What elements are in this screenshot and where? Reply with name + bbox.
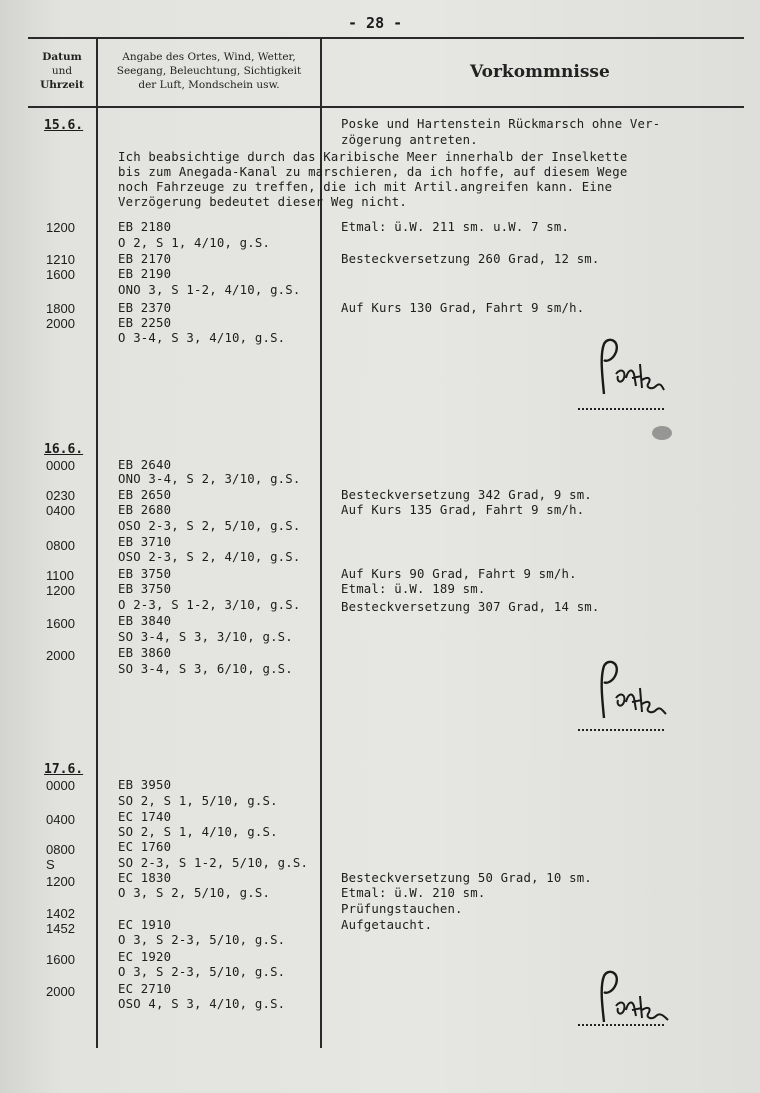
time-cell: 1210 xyxy=(46,252,75,267)
date-15-6: 15.6. xyxy=(44,118,84,133)
position-cell: EB 2680 xyxy=(118,503,172,517)
column-divider-1 xyxy=(96,38,98,1048)
time-cell: 2000 xyxy=(46,316,75,331)
weather-cell: OSO 2-3, S 2, 5/10, g.S. xyxy=(118,519,301,533)
weather-cell: SO 2, S 1, 4/10, g.S. xyxy=(118,825,278,839)
entry-note: bis zum Anegada-Kanal zu marschieren, da ich hoffe, auf diesem Wege xyxy=(118,165,628,179)
weather-cell: SO 3-4, S 3, 3/10, g.S. xyxy=(118,630,293,644)
header-angabe: Angabe des Ortes, Wind, Wetter, Seegang, Beleuchtung, Sichtigkeit der Luft, Mondschein usw. xyxy=(116,51,302,91)
position-cell: EC 1760 xyxy=(118,840,172,854)
date-16-6: 16.6. xyxy=(44,442,84,457)
weather-cell: SO 2-3, S 1-2, 5/10, g.S. xyxy=(118,856,309,870)
entry-note: noch Fahrzeuge zu treffen, die ich mit Artil.angreifen kann. Eine xyxy=(118,180,613,194)
weather-cell: ONO 3, S 1-2, 4/10, g.S. xyxy=(118,283,301,297)
position-cell: EC 1740 xyxy=(118,810,172,824)
page-number: - 28 - xyxy=(348,14,403,32)
position-cell: EB 3950 xyxy=(118,778,172,792)
time-cell: 1200 xyxy=(46,874,75,889)
entry-note: Aufgetaucht. xyxy=(341,918,433,932)
time-cell: 2000 xyxy=(46,984,75,999)
time-cell: 0400 xyxy=(46,503,75,518)
header-datum: Datum und Uhrzeit xyxy=(40,51,84,91)
time-cell: 1452 xyxy=(46,921,75,936)
time-cell: 0230 xyxy=(46,488,75,503)
entry-note: Besteckversetzung 260 Grad, 12 sm. xyxy=(341,252,600,266)
position-cell: EB 2180 xyxy=(118,220,172,234)
ink-smudge xyxy=(652,426,672,440)
entry-note: Besteckversetzung 342 Grad, 9 sm. xyxy=(341,488,592,502)
weather-cell: O 3, S 2, 5/10, g.S. xyxy=(118,886,271,900)
header-bottom-rule xyxy=(28,106,744,108)
entry-note: Etmal: ü.W. 211 sm. u.W. 7 sm. xyxy=(341,220,570,234)
position-cell: EB 2650 xyxy=(118,488,172,502)
position-cell: EB 2190 xyxy=(118,267,172,281)
entry-note: Ich beabsichtige durch das Karibische Meer innerhalb der Inselkette xyxy=(118,150,628,164)
position-cell: EC 1910 xyxy=(118,918,172,932)
header-top-rule xyxy=(28,37,744,39)
weather-cell: O 3, S 2-3, 5/10, g.S. xyxy=(118,933,286,947)
position-cell: EB 2370 xyxy=(118,301,172,315)
time-cell: 1100 xyxy=(46,568,74,583)
entry-note: Prüfungstauchen. xyxy=(341,902,463,916)
position-cell: EB 2640 xyxy=(118,458,172,472)
weather-cell: O 2, S 1, 4/10, g.S. xyxy=(118,236,271,250)
position-cell: EB 2170 xyxy=(118,252,172,266)
position-cell: EC 1830 xyxy=(118,871,172,885)
time-cell: 1200 xyxy=(46,583,75,598)
time-cell: 0800 xyxy=(46,538,75,553)
time-cell: 0400 xyxy=(46,812,75,827)
entry-note: zögerung antreten. xyxy=(341,133,478,147)
position-cell: EB 3860 xyxy=(118,646,172,660)
time-cell: 1200 xyxy=(46,220,75,235)
entry-note: Besteckversetzung 50 Grad, 10 sm. xyxy=(341,871,592,885)
time-cell: S xyxy=(46,857,55,872)
time-cell: 1800 xyxy=(46,301,75,316)
position-cell: EB 2250 xyxy=(118,316,172,330)
weather-cell: SO 3-4, S 3, 6/10, g.S. xyxy=(118,662,293,676)
header-vorkommnisse: Vorkommnisse xyxy=(470,62,610,82)
position-cell: EB 3840 xyxy=(118,614,172,628)
weather-cell: O 2-3, S 1-2, 3/10, g.S. xyxy=(118,598,301,612)
time-cell: 0000 xyxy=(46,458,75,473)
time-cell: 1600 xyxy=(46,952,75,967)
entry-note: Besteckversetzung 307 Grad, 14 sm. xyxy=(341,600,600,614)
weather-cell: OSO 4, S 3, 4/10, g.S. xyxy=(118,997,286,1011)
entry-note: Auf Kurs 135 Grad, Fahrt 9 sm/h. xyxy=(341,503,585,517)
entry-note: Poske und Hartenstein Rückmarsch ohne Ver- xyxy=(341,117,661,131)
time-cell: 2000 xyxy=(46,648,75,663)
position-cell: EC 1920 xyxy=(118,950,172,964)
position-cell: EB 3710 xyxy=(118,535,172,549)
position-cell: EB 3750 xyxy=(118,582,172,596)
position-cell: EC 2710 xyxy=(118,982,172,996)
weather-cell: SO 2, S 1, 5/10, g.S. xyxy=(118,794,278,808)
time-cell: 1600 xyxy=(46,616,75,631)
signature-line xyxy=(578,408,664,410)
signature xyxy=(592,334,682,404)
entry-note: Etmal: ü.W. 210 sm. xyxy=(341,886,486,900)
weather-cell: ONO 3-4, S 2, 3/10, g.S. xyxy=(118,472,301,486)
time-cell: 1402 xyxy=(46,906,75,921)
signature-line xyxy=(578,729,664,731)
entry-note: Etmal: ü.W. 189 sm. xyxy=(341,582,486,596)
entry-note: Verzögerung bedeutet dieser Weg nicht. xyxy=(118,195,407,209)
time-cell: 1600 xyxy=(46,267,75,282)
date-17-6: 17.6. xyxy=(44,762,84,777)
entry-note: Auf Kurs 130 Grad, Fahrt 9 sm/h. xyxy=(341,301,585,315)
weather-cell: O 3-4, S 3, 4/10, g.S. xyxy=(118,331,286,345)
entry-note: Auf Kurs 90 Grad, Fahrt 9 sm/h. xyxy=(341,567,577,581)
signature-line xyxy=(578,1024,664,1026)
time-cell: 0000 xyxy=(46,778,75,793)
position-cell: EB 3750 xyxy=(118,567,172,581)
signature xyxy=(592,656,682,726)
time-cell: 0800 xyxy=(46,842,75,857)
weather-cell: O 3, S 2-3, 5/10, g.S. xyxy=(118,965,286,979)
weather-cell: OSO 2-3, S 2, 4/10, g.S. xyxy=(118,550,301,564)
